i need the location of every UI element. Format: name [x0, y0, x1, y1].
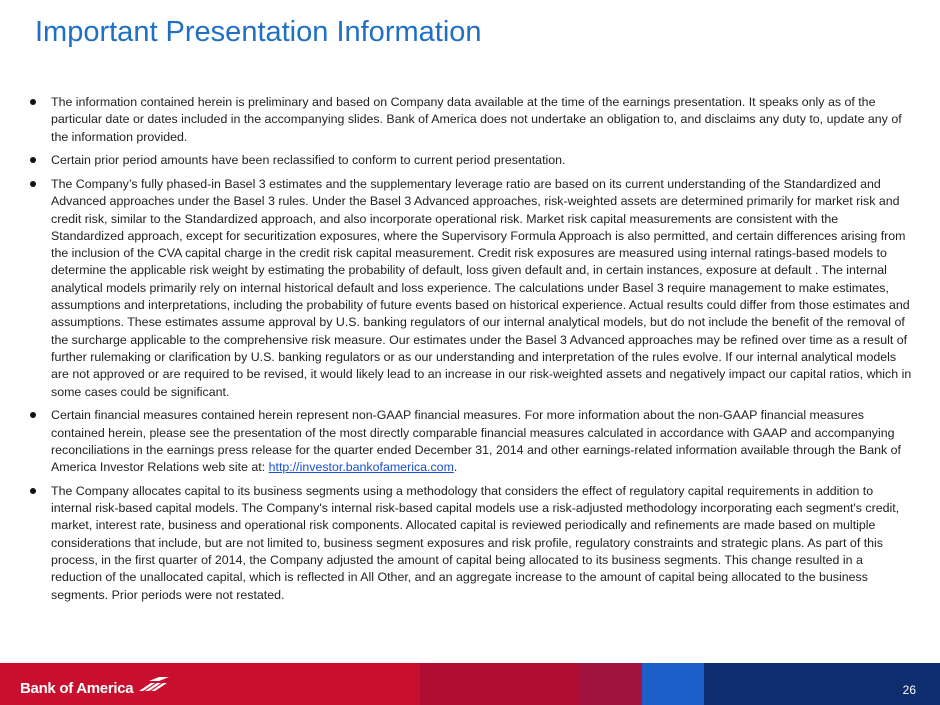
bullet-reclassified — [30, 152, 912, 169]
bullet-dot-icon — [30, 488, 36, 494]
bullet-basel-3 — [30, 176, 912, 401]
bullet-text: Certain prior period amounts have been reclassified to conform to current period presentation. — [51, 153, 566, 168]
bullet-capital-allocation — [30, 483, 912, 604]
bullet-non-gaap — [30, 407, 912, 476]
bullet-list — [30, 94, 912, 610]
logo-text: Bank of America — [20, 680, 134, 697]
footer-segment-blue — [642, 663, 704, 705]
bank-of-america-logo — [20, 677, 171, 700]
bullet-text: Certain financial measures contained herein represent non-GAAP financial measures. For more information about the non-GAAP financial measures contained herein, please see the presentation of the most directly comparable financial measures calculated in accordance with GAAP and accompanying reconciliations in the earnings press release for the quarter ended December 31, 2014 and other earnings-related information available through the Bank of America Investor Relations web site at: — [51, 408, 901, 475]
footer-segment-maroon — [580, 663, 642, 705]
page-number: 26 — [902, 683, 916, 697]
bullet-text: The Company’s fully phased-in Basel 3 estimates and the supplementary leverage ratio are based on its current understanding of the Standardized and Advanced approaches under the Basel 3 rules. Under the Basel 3 Advanced approaches, risk-weighted assets are determined primarily for market risk and credit risk, similar to the Standardized approach, and also incorporate operational risk. Market risk capital measurements are consistent with the Standardized approach, except for securitization exposures, where the Supervisory Formula Approach is also permitted, and certain differences arising from the inclusion of the CVA capital charge in the credit risk capital measurement. Credit risk exposures are measured using internal ratings-based models to determine the applicable risk weight by estimating the probability of default, loss given default and, in certain instances, exposure at default . The internal analytical models primarily rely on internal historical default and loss experience. The calculations under Basel 3 require management to make estimates, assumptions and interpretations, including the probability of future events based on historical experience. Actual results could differ from those estimates and assumptions. These estimates assume approval by U.S. banking regulators of our internal analytical models, but do not include the benefit of the removal of the surcharge applicable to the comprehensive risk measure. Our estimates under the Basel 3 Advanced approaches may be refined over time as a result of further rulemaking or clarification by U.S. banking regulators or as our understanding and interpretation of the rules evolve. If our internal analytical models are not approved or are required to be revised, it would likely lead to an increase in our risk-weighted assets and negatively impact our capital ratios, which in some cases could be significant. — [51, 176, 912, 399]
bullet-dot-icon — [30, 181, 36, 187]
bullet-preliminary-info — [30, 94, 912, 146]
bullet-text-suffix: . — [453, 460, 458, 475]
bullet-dot-icon — [30, 412, 36, 418]
bullet-dot-icon — [30, 157, 36, 163]
bullet-dot-icon — [30, 99, 36, 105]
footer-segment-crimson — [420, 663, 580, 705]
investor-relations-link[interactable]: http://investor.bankofamerica.com — [268, 460, 454, 475]
bullet-text: The Company allocates capital to its business segments using a methodology that considers the effect of regulatory capital requirements in addition to internal risk-based capital models. The Company's internal risk-based capital models use a risk-adjusted methodology incorporating each segment's credit, market, interest rate, business and operational risk components. Allocated capital is reviewed periodically and refinements are made based on multiple considerations that include, but are not limited to, business segment exposures and risk profile, regulatory constraints and strategic plans. As part of this process, in the first quarter of 2014, the Company adjusted the amount of capital being allocated to its business segments. This change resulted in a reduction of the unallocated capital, which is reflected in All Other, and an aggregate increase to the amount of capital being allocated to the business segments. Prior periods were not restated. — [51, 483, 900, 602]
page-title: Important Presentation Information — [35, 16, 482, 48]
bullet-text: The information contained herein is preliminary and based on Company data available at the time of the earnings presentation. It speaks only as of the particular date or dates included in the accompanying slides. Bank of America does not undertake an obligation to, and disclaims any duty to, update any of the information provided. — [51, 95, 902, 144]
flag-icon — [137, 677, 171, 700]
